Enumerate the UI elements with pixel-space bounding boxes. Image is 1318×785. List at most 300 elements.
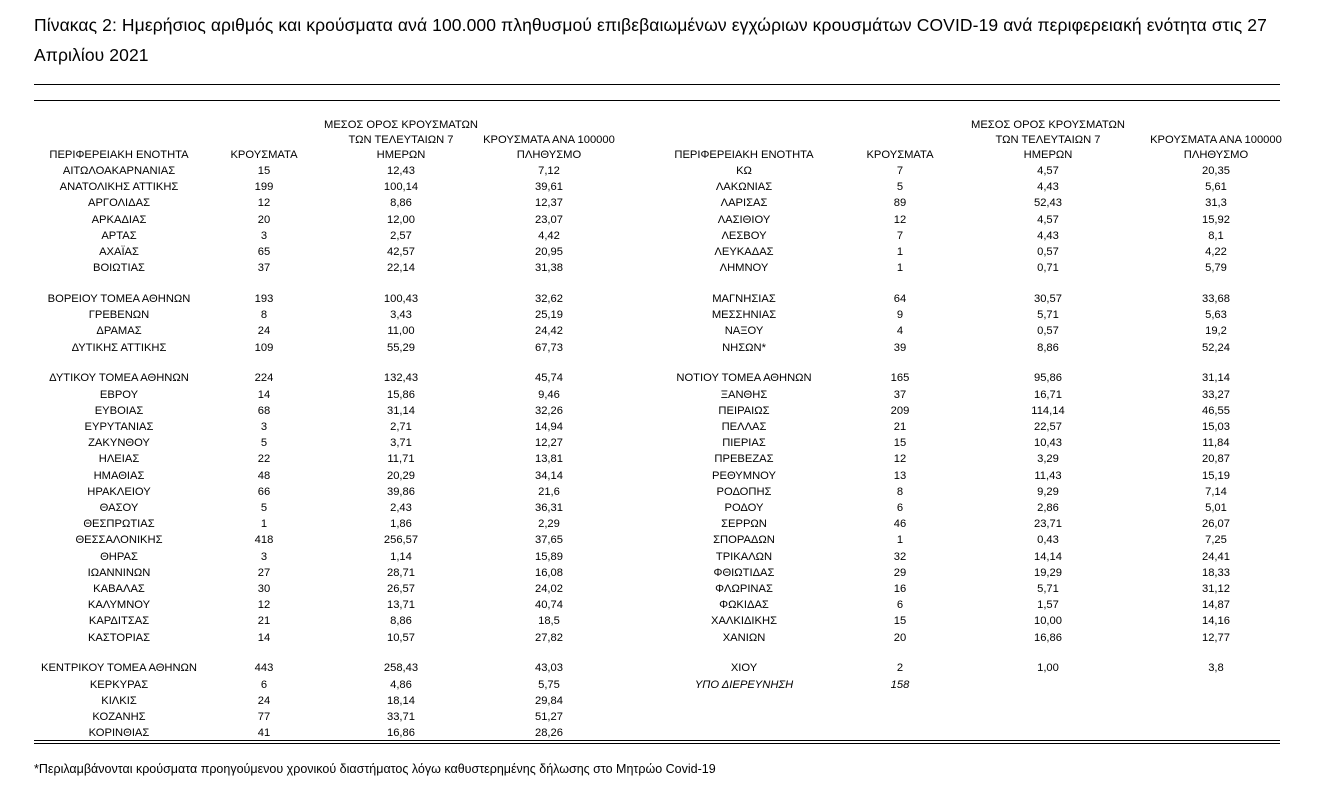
cases-cell: 12	[257, 599, 271, 612]
avg-cell: 16,86	[1033, 631, 1062, 644]
per100k-cell: 14,87	[1201, 599, 1230, 612]
avg-cell: 1,00	[1037, 662, 1059, 675]
region-cell: ΜΕΣΣΗΝΙΑΣ	[711, 309, 777, 322]
cases-cell: 5	[260, 502, 268, 515]
spacer-cell	[971, 276, 1125, 291]
spacer-cell	[971, 356, 1125, 371]
per100k-cell: 9,46	[538, 388, 560, 401]
avg-cell: 2,43	[390, 502, 412, 515]
avg-cell: 5,71	[1037, 583, 1059, 596]
cases-cell: 46	[893, 518, 907, 531]
region-cell: ΠΙΕΡΙΑΣ	[722, 437, 766, 450]
cases-cell: 8	[896, 485, 904, 498]
per100k-cell: 28,26	[534, 727, 563, 740]
cases-cell: 24	[257, 694, 271, 707]
avg-cell: 10,00	[1033, 615, 1062, 628]
table-row	[34, 387, 620, 403]
cases-cell: 68	[257, 404, 271, 417]
table-row	[34, 451, 620, 467]
footnote: *Περιλαμβάνονται κρούσματα προηγούμενου χρονικού διαστήματος λόγω καθυστερημένης δήλωσης στο Μητρώο Covid-19	[34, 762, 716, 776]
avg-cell: 55,29	[386, 341, 415, 354]
avg-cell: 39,86	[386, 485, 415, 498]
header-per100k-line: ΚΡΟΥΣΜΑΤΑ ΑΝΑ 100000	[1150, 134, 1282, 146]
table-row	[34, 228, 620, 244]
region-cell: ΑΡΓΟΛΙΔΑΣ	[87, 197, 151, 210]
cases-cell: 12	[893, 213, 907, 226]
header-region: ΠΕΡΙΦΕΡΕΙΑΚΗ ΕΝΟΤΗΤΑ	[674, 149, 814, 161]
cases-cell: 32	[893, 550, 907, 563]
region-cell: ΚΑΒΑΛΑΣ	[93, 583, 145, 596]
table-row	[34, 435, 620, 451]
region-cell: ΠΡΕΒΕΖΑΣ	[714, 453, 774, 466]
spacer-row	[34, 276, 620, 291]
avg-cell: 33,71	[386, 711, 415, 724]
avg-cell: 4,43	[1037, 229, 1059, 242]
region-cell: ΑΡΚΑΔΙΑΣ	[91, 213, 147, 226]
table-row	[34, 613, 620, 629]
cases-cell: 8	[260, 309, 268, 322]
region-cell: ΡΟΔΟΥ	[724, 502, 764, 515]
spacer-cell	[478, 276, 620, 291]
cases-cell: 7	[896, 165, 904, 177]
table-body-right	[659, 163, 1307, 693]
table-row	[659, 228, 1307, 244]
avg-cell: 1,14	[390, 550, 412, 563]
region-cell: ΝΑΞΟΥ	[724, 325, 764, 338]
per100k-cell: 3,8	[1208, 662, 1224, 675]
header-cases: ΚΡΟΥΣΜΑΤΑ	[230, 149, 298, 161]
region-cell: ΚΩ	[736, 165, 752, 177]
cases-cell: 77	[257, 711, 271, 724]
region-cell: ΘΗΡΑΣ	[100, 550, 138, 563]
spacer-row	[34, 646, 620, 661]
per100k-cell: 24,41	[1201, 550, 1230, 563]
table-row	[659, 212, 1307, 228]
region-cell: ΠΕΙΡΑΙΩΣ	[718, 404, 770, 417]
region-cell: ΙΩΑΝΝΙΝΩΝ	[87, 566, 151, 579]
cases-cell: 14	[257, 631, 271, 644]
spacer-cell	[829, 646, 971, 661]
avg-cell: 0,57	[1037, 325, 1059, 338]
region-cell: ΠΕΛΛΑΣ	[721, 421, 767, 434]
spacer-cell	[204, 646, 324, 661]
table-row	[34, 500, 620, 516]
table-row	[659, 549, 1307, 565]
avg-cell: 11,00	[387, 325, 415, 338]
header-row	[659, 116, 1307, 163]
region-cell: ΚΑΛΥΜΝΟΥ	[87, 599, 151, 612]
table-row	[34, 212, 620, 228]
table-row	[659, 532, 1307, 548]
cases-cell: 39	[893, 341, 907, 354]
spacer-cell	[829, 276, 971, 291]
avg-cell: 258,43	[383, 662, 419, 675]
cases-cell: 20	[893, 631, 907, 644]
cases-cell: 41	[257, 727, 271, 740]
cases-cell: 15	[257, 165, 271, 177]
table-row	[659, 581, 1307, 597]
table-row	[659, 500, 1307, 516]
table-row	[659, 516, 1307, 532]
table-row	[34, 291, 620, 307]
avg-cell: 0,57	[1037, 246, 1059, 259]
spacer-row	[34, 356, 620, 371]
header-avg-line: ΤΩΝ ΤΕΛΕΥΤΑΙΩΝ 7	[995, 134, 1101, 146]
table-row	[34, 403, 620, 419]
region-cell: ΦΛΩΡΙΝΑΣ	[715, 583, 773, 596]
table-row	[659, 484, 1307, 500]
avg-cell: 15,86	[386, 388, 415, 401]
spacer-row	[659, 356, 1307, 371]
header-per-100k	[1125, 116, 1307, 163]
avg-cell: 95,86	[1033, 372, 1062, 385]
region-cell: ΦΘΙΩΤΙΔΑΣ	[713, 566, 775, 579]
table-row	[659, 660, 1307, 676]
region-cell: ΖΑΚΥΝΘΟΥ	[88, 437, 150, 450]
spacer-cell	[1125, 276, 1307, 291]
table-row	[659, 403, 1307, 419]
table-row	[659, 387, 1307, 403]
per100k-cell: 31,38	[534, 262, 563, 275]
per100k-cell: 5,61	[1205, 181, 1227, 194]
avg-cell: 114,14	[1031, 404, 1065, 417]
per100k-cell: 12,77	[1201, 631, 1230, 644]
per100k-cell: 34,14	[534, 469, 563, 482]
per100k-cell: 15,19	[1201, 469, 1230, 482]
region-cell: ΣΕΡΡΩΝ	[721, 518, 767, 531]
cases-cell: 158	[890, 678, 910, 691]
region-cell: ΚΕΝΤΡΙΚΟΥ ΤΟΜΕΑ ΑΘΗΝΩΝ	[40, 662, 197, 675]
region-cell: ΜΑΓΝΗΣΙΑΣ	[712, 293, 776, 306]
cases-cell: 3	[260, 229, 268, 242]
table-row	[659, 291, 1307, 307]
region-cell: ΛΑΚΩΝΙΑΣ	[715, 181, 773, 194]
spacer-cell	[34, 356, 204, 371]
table-row	[34, 323, 620, 339]
per100k-cell: 51,27	[534, 711, 563, 724]
avg-cell: 3,43	[390, 309, 412, 322]
avg-cell: 20,29	[386, 469, 415, 482]
cases-cell: 37	[893, 388, 907, 401]
avg-cell: 12,00	[386, 213, 415, 226]
per100k-cell: 15,03	[1201, 421, 1230, 434]
region-cell: ΛΕΥΚΑΔΑΣ	[714, 246, 774, 259]
table-row	[659, 163, 1307, 179]
per100k-cell: 11,84	[1202, 437, 1230, 450]
header-per100k-line: ΠΛΗΘΥΣΜΟ	[516, 149, 582, 161]
region-cell: ΗΜΑΘΙΑΣ	[93, 469, 145, 482]
cases-cell: 199	[254, 181, 274, 194]
cases-cell: 193	[254, 293, 274, 306]
per100k-cell: 15,92	[1201, 213, 1230, 226]
table-row	[659, 195, 1307, 211]
region-cell: ΡΟΔΟΠΗΣ	[716, 485, 772, 498]
spacer-row	[659, 646, 1307, 661]
region-cell: ΚΕΡΚΥΡΑΣ	[89, 678, 149, 691]
per100k-cell: 19,2	[1205, 325, 1227, 338]
avg-cell: 8,86	[1037, 341, 1059, 354]
table-row	[659, 260, 1307, 276]
cases-cell: 6	[896, 502, 904, 515]
per100k-cell: 15,89	[534, 550, 563, 563]
region-cell: ΚΟΖΑΝΗΣ	[92, 711, 146, 724]
region-cell: ΔΡΑΜΑΣ	[96, 325, 142, 338]
region-cell: ΝΗΣΩΝ*	[722, 341, 766, 354]
region-cell: ΛΗΜΝΟΥ	[719, 262, 769, 275]
region-cell: ΔΥΤΙΚΟΥ ΤΟΜΕΑ ΑΘΗΝΩΝ	[49, 372, 189, 385]
spacer-cell	[659, 356, 829, 371]
table-body-left	[34, 163, 620, 741]
per100k-cell: 27,82	[534, 631, 563, 644]
table-row	[659, 630, 1307, 646]
avg-cell: 256,57	[383, 534, 419, 547]
table-row	[34, 484, 620, 500]
table-row	[659, 613, 1307, 629]
table-row	[34, 709, 620, 725]
cases-cell: 20	[257, 213, 271, 226]
spacer-cell	[324, 646, 478, 661]
per100k-cell: 7,25	[1205, 534, 1227, 547]
per100k-cell: 5,79	[1205, 262, 1227, 275]
spacer-cell	[34, 276, 204, 291]
per100k-cell: 24,02	[534, 583, 563, 596]
cases-cell: 224	[254, 372, 274, 385]
header-avg-line: ΤΩΝ ΤΕΛΕΥΤΑΙΩΝ 7	[348, 134, 454, 146]
cases-table-right	[659, 116, 1307, 693]
per100k-cell: 12,37	[534, 197, 563, 210]
per100k-cell	[1125, 677, 1307, 693]
cases-cell: 29	[893, 566, 907, 579]
avg-cell: 22,57	[1033, 421, 1062, 434]
per100k-cell: 5,01	[1205, 502, 1227, 515]
rule-table-bottom	[34, 740, 1280, 741]
avg-cell: 14,14	[1033, 550, 1062, 563]
region-cell: ΚΙΛΚΙΣ	[101, 694, 137, 707]
spacer-cell	[478, 646, 620, 661]
header-per100k-line: ΚΡΟΥΣΜΑΤΑ ΑΝΑ 100000	[483, 134, 615, 146]
per100k-cell: 40,74	[534, 599, 563, 612]
table-row	[659, 468, 1307, 484]
table-row	[659, 419, 1307, 435]
header-cases: ΚΡΟΥΣΜΑΤΑ	[866, 149, 934, 161]
spacer-cell	[1125, 646, 1307, 661]
table-row	[659, 451, 1307, 467]
cases-cell: 12	[893, 453, 907, 466]
per100k-cell: 24,42	[534, 325, 563, 338]
avg-cell: 8,86	[390, 615, 412, 628]
table-row	[34, 677, 620, 693]
per100k-cell: 7,12	[538, 165, 560, 177]
region-cell: ΘΕΣΠΡΩΤΙΑΣ	[83, 518, 155, 531]
cases-cell: 3	[260, 550, 268, 563]
region-cell: ΘΑΣΟΥ	[99, 502, 139, 515]
avg-cell: 11,71	[387, 453, 415, 466]
table-row	[34, 565, 620, 581]
rule-table-top	[34, 100, 1280, 101]
avg-cell	[971, 677, 1125, 693]
avg-cell: 0,43	[1037, 534, 1059, 547]
region-cell: ΝΟΤΙΟΥ ΤΟΜΕΑ ΑΘΗΝΩΝ	[676, 372, 812, 385]
region-cell: ΑΙΤΩΛΟΑΚΑΡΝΑΝΙΑΣ	[62, 165, 176, 177]
cases-cell: 7	[896, 229, 904, 242]
region-cell: ΧΑΝΙΩΝ	[722, 631, 766, 644]
table-row	[34, 179, 620, 195]
avg-cell: 16,71	[1033, 388, 1062, 401]
avg-cell: 132,43	[383, 372, 419, 385]
avg-cell: 11,43	[1034, 469, 1062, 482]
cases-cell: 9	[896, 309, 904, 322]
cases-cell: 66	[257, 485, 271, 498]
spacer-cell	[1125, 356, 1307, 371]
cases-cell: 209	[890, 404, 910, 417]
avg-cell: 30,57	[1033, 293, 1062, 306]
cases-cell: 64	[893, 293, 907, 306]
cases-cell: 89	[893, 197, 907, 210]
per100k-cell: 33,68	[1201, 293, 1230, 306]
per100k-cell: 26,07	[1201, 518, 1230, 531]
table-row	[34, 549, 620, 565]
cases-cell: 21	[257, 615, 271, 628]
document-title: Πίνακας 2: Ημερήσιος αριθμός και κρούσματα ανά 100.000 πληθυσμού επιβεβαιωμένων εγχώριων κρουσμάτων COVID-19 ανά περιφερειακή ενότητα στις 27 Απριλίου 2021	[34, 15, 1267, 65]
header-row	[34, 116, 620, 163]
avg-cell: 12,43	[386, 165, 415, 177]
spacer-cell	[324, 356, 478, 371]
per100k-cell: 46,55	[1201, 404, 1230, 417]
table-row	[34, 660, 620, 676]
region-cell: ΛΑΣΙΘΙΟΥ	[717, 213, 771, 226]
table-row	[659, 244, 1307, 260]
avg-cell: 1,57	[1037, 599, 1059, 612]
table-row	[34, 693, 620, 709]
per100k-cell: 29,84	[534, 694, 563, 707]
per100k-cell: 5,75	[538, 678, 560, 691]
table-row	[34, 260, 620, 276]
table-row	[34, 419, 620, 435]
avg-cell: 1,86	[390, 518, 412, 531]
table-row	[34, 163, 620, 179]
avg-cell: 19,29	[1033, 566, 1062, 579]
per100k-cell: 21,6	[538, 485, 560, 498]
cases-cell: 27	[257, 566, 271, 579]
cases-cell: 12	[257, 197, 271, 210]
cases-cell: 65	[257, 246, 271, 259]
spacer-row	[659, 276, 1307, 291]
avg-cell: 3,71	[390, 437, 412, 450]
region-cell: ΕΥΒΟΙΑΣ	[94, 404, 144, 417]
per100k-cell: 52,24	[1201, 341, 1230, 354]
avg-cell: 4,86	[390, 678, 412, 691]
table-row	[659, 307, 1307, 323]
region-cell: ΚΟΡΙΝΘΙΑΣ	[88, 727, 150, 740]
cases-cell: 48	[257, 469, 271, 482]
per100k-cell: 33,27	[1201, 388, 1230, 401]
region-cell: ΚΑΣΤΟΡΙΑΣ	[87, 631, 151, 644]
rule-top	[34, 84, 1280, 85]
avg-cell: 2,57	[390, 229, 412, 242]
per100k-cell: 14,16	[1201, 615, 1230, 628]
spacer-cell	[829, 356, 971, 371]
per100k-cell: 20,35	[1201, 165, 1230, 177]
per100k-cell: 18,33	[1201, 566, 1230, 579]
avg-cell: 28,71	[386, 566, 415, 579]
cases-cell: 6	[260, 678, 268, 691]
per100k-cell: 14,94	[534, 421, 563, 434]
region-cell: ΦΩΚΙΔΑΣ	[719, 599, 769, 612]
cases-cell: 21	[893, 421, 907, 434]
table-row	[34, 244, 620, 260]
cases-cell: 3	[260, 421, 268, 434]
cases-cell: 2	[896, 662, 904, 675]
per100k-cell: 20,87	[1201, 453, 1230, 466]
spacer-cell	[478, 356, 620, 371]
avg-cell: 31,14	[386, 404, 415, 417]
cases-cell: 5	[896, 181, 904, 194]
spacer-cell	[204, 276, 324, 291]
per100k-cell: 32,62	[534, 293, 563, 306]
cases-cell: 15	[893, 437, 907, 450]
cases-cell: 1	[896, 534, 904, 547]
per100k-cell: 31,14	[1201, 372, 1230, 385]
rule-table-bottom-double	[34, 743, 1280, 744]
per100k-cell: 16,08	[534, 566, 563, 579]
avg-cell: 22,14	[386, 262, 415, 275]
region-cell: ΚΑΡΔΙΤΣΑΣ	[88, 615, 150, 628]
table-row	[34, 195, 620, 211]
avg-cell: 10,43	[1033, 437, 1062, 450]
region-cell: ΛΕΣΒΟΥ	[721, 229, 767, 242]
per100k-cell: 31,3	[1205, 197, 1227, 210]
avg-cell: 9,29	[1037, 485, 1059, 498]
cases-cell: 4	[896, 325, 904, 338]
cases-cell: 16	[893, 583, 907, 596]
table-row	[34, 597, 620, 613]
table-row	[34, 532, 620, 548]
avg-cell: 2,71	[390, 421, 412, 434]
table-row	[34, 468, 620, 484]
table-row	[34, 630, 620, 646]
region-cell: ΑΡΤΑΣ	[101, 229, 137, 242]
per100k-cell: 18,5	[538, 615, 560, 628]
spacer-cell	[971, 646, 1125, 661]
region-cell: ΔΥΤΙΚΗΣ ΑΤΤΙΚΗΣ	[71, 341, 167, 354]
region-cell: ΒΟΡΕΙΟΥ ΤΟΜΕΑ ΑΘΗΝΩΝ	[47, 293, 191, 306]
avg-cell: 18,14	[386, 694, 415, 707]
avg-cell: 2,86	[1037, 502, 1059, 515]
spacer-cell	[204, 356, 324, 371]
cases-cell: 418	[254, 534, 274, 547]
avg-cell: 13,71	[386, 599, 415, 612]
spacer-cell	[324, 276, 478, 291]
avg-cell: 10,57	[386, 631, 415, 644]
header-region: ΠΕΡΙΦΕΡΕΙΑΚΗ ΕΝΟΤΗΤΑ	[49, 149, 189, 161]
header-avg-line: ΜΕΣΟΣ ΟΡΟΣ ΚΡΟΥΣΜΑΤΩΝ	[324, 119, 478, 131]
header-7day-average	[971, 116, 1125, 163]
region-cell: ΤΡΙΚΑΛΩΝ	[715, 550, 773, 563]
per100k-cell: 13,81	[534, 453, 563, 466]
region-cell: ΗΡΑΚΛΕΙΟΥ	[87, 485, 151, 498]
table-row	[659, 597, 1307, 613]
avg-cell: 5,71	[1037, 309, 1059, 322]
table-row	[659, 340, 1307, 356]
cases-cell: 1	[896, 246, 904, 259]
cases-cell: 109	[254, 341, 274, 354]
region-cell: ΑΝΑΤΟΛΙΚΗΣ ΑΤΤΙΚΗΣ	[59, 181, 179, 194]
header-per100k-line: ΠΛΗΘΥΣΜΟ	[1183, 149, 1249, 161]
region-cell: ΧΙΟΥ	[730, 662, 758, 675]
avg-cell: 3,29	[1037, 453, 1059, 466]
region-cell: ΘΕΣΣΑΛΟΝΙΚΗΣ	[75, 534, 163, 547]
per100k-cell: 45,74	[534, 372, 563, 385]
